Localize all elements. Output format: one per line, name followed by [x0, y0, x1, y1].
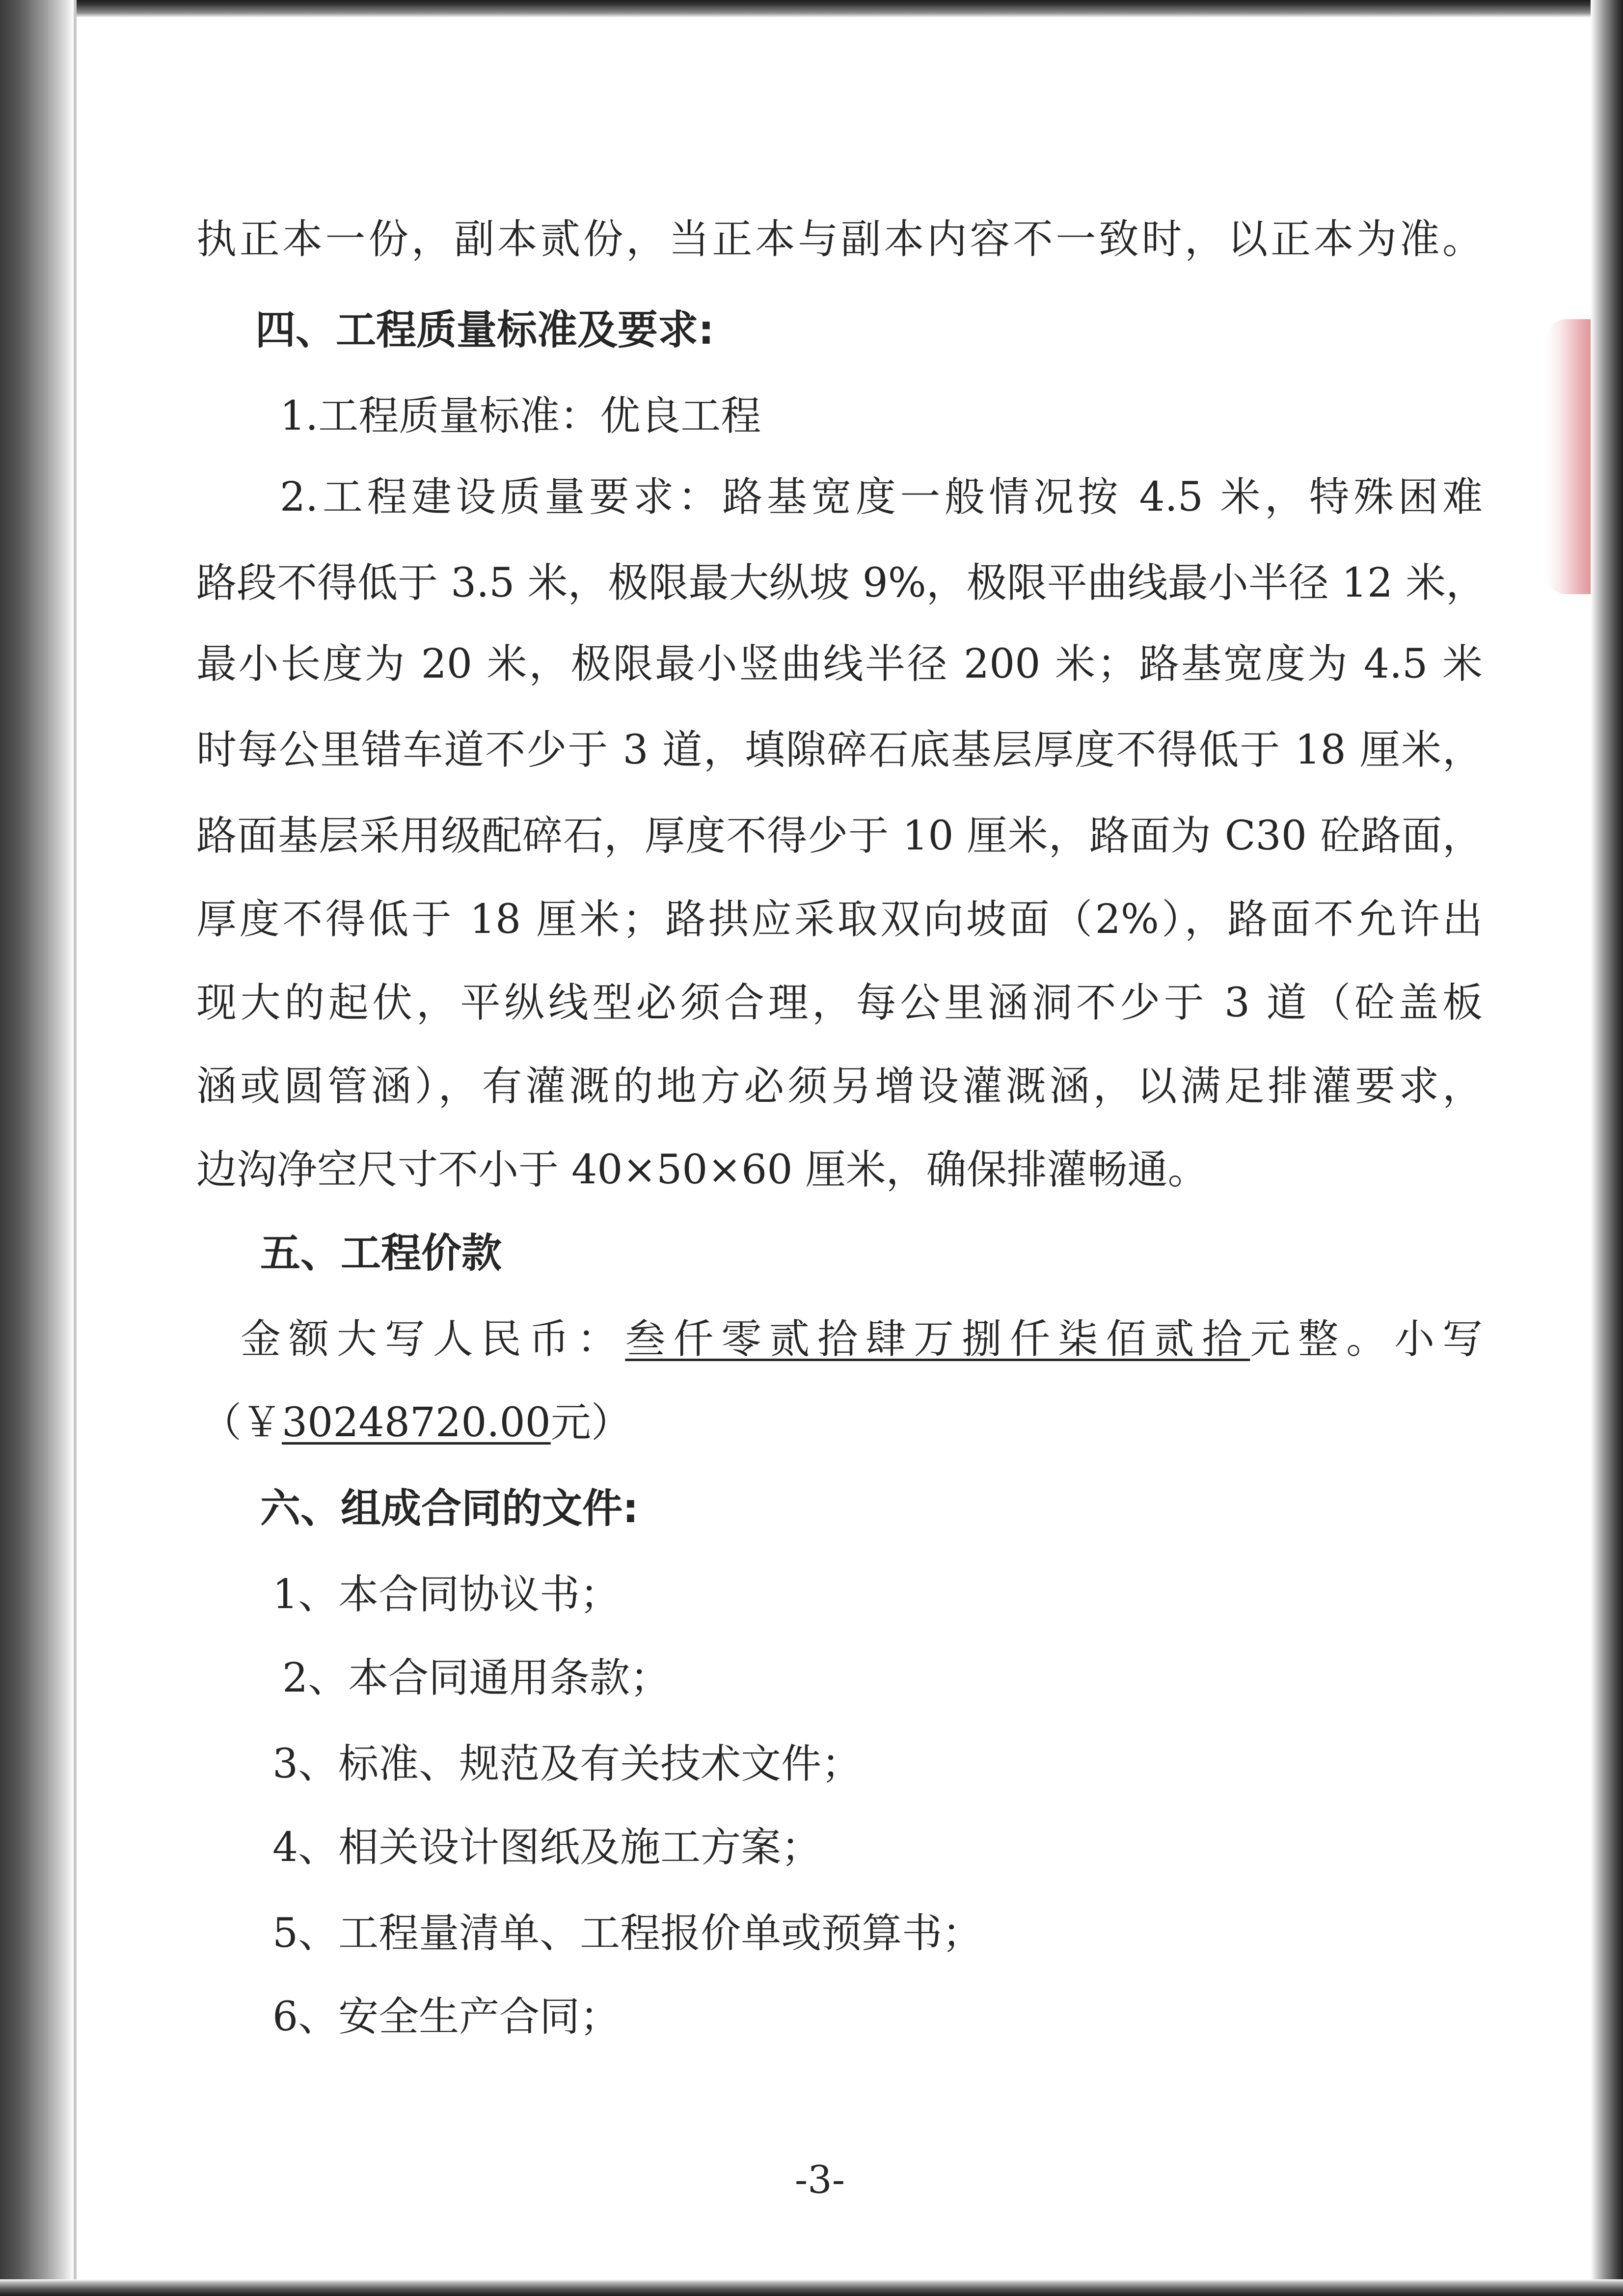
section-6-heading: 六、组成合同的文件: — [260, 1485, 639, 1532]
contract-document-item: 2、本合同通用条款； — [282, 1655, 671, 1701]
section-4-item-2-line: 现大的起伏，平纵线型必须合理，每公里涵洞不少于 3 道（砼盖板 — [196, 980, 1483, 1026]
amount-figures-open: （￥ — [201, 1399, 282, 1446]
section-4-heading: 四、工程质量标准及要求: — [255, 307, 714, 354]
amount-in-figures: 30248720.00 — [282, 1399, 551, 1446]
contract-document-item: 4、相关设计图纸及施工方案； — [272, 1824, 822, 1871]
section-4-item-2-line: 路面基层采用级配碎石，厚度不得少于 10 厘米，路面为 C30 砼路面， — [196, 813, 1483, 859]
contract-document-item: 3、标准、规范及有关技术文件； — [272, 1741, 862, 1787]
section-5-heading: 五、工程价款 — [260, 1230, 502, 1277]
amount-in-figures-line — [201, 1398, 631, 1448]
section-4-item-2-line: 最小长度为 20 米，极限最小竖曲线半径 200 米；路基宽度为 4.5 米 — [196, 641, 1483, 687]
section-4-item-2-line: 时每公里错车道不少于 3 道，填隙碎石底基层厚度不得低于 18 厘米， — [196, 727, 1483, 773]
section-4-item-2-line: 厚度不得低于 18 厘米；路拱应采取双向坡面（2%），路面不允许出 — [196, 896, 1483, 943]
amount-suffix: 元整。小写 — [1250, 1316, 1483, 1363]
amount-in-words: 叁仟零贰拾肆万捌仟柒佰贰拾 — [625, 1316, 1250, 1363]
seal-stamp-fragment — [1546, 319, 1591, 594]
amount-in-words-line — [241, 1315, 1483, 1364]
section-4-item-1: 1.工程质量标准：优良工程 — [280, 393, 761, 439]
scan-edge-bottom — [0, 2279, 1623, 2296]
page-number: -3- — [794, 2158, 845, 2202]
section-4-item-2-line: 涵或圆管涵），有灌溉的地方必须另增设灌溉涵，以满足排灌要求， — [196, 1063, 1483, 1110]
binding-fold — [74, 0, 77, 2296]
amount-prefix: 金额大写人民币： — [241, 1316, 625, 1363]
contract-document-item: 1、本合同协议书； — [272, 1571, 621, 1618]
contract-document-item: 5、工程量清单、工程报价单或预算书； — [272, 1910, 983, 1957]
section-4-item-2-line: 路段不得低于 3.5 米，极限最大纵坡 9%，极限平曲线最小半径 12 米， — [196, 560, 1487, 606]
scan-edge-top — [0, 0, 1623, 18]
scan-edge-right — [1591, 0, 1623, 2296]
amount-figures-close: 元） — [550, 1399, 631, 1446]
paragraph-continuation: 执正本一份，副本贰份，当正本与副本内容不一致时，以正本为准。 — [196, 216, 1483, 263]
section-4-item-2-line: 边沟净空尺寸不小于 40×50×60 厘米，确保排灌畅通。 — [196, 1147, 1208, 1193]
section-4-item-2-line: 2.工程建设质量要求：路基宽度一般情况按 4.5 米，特殊困难 — [280, 474, 1483, 520]
contract-document-item: 6、安全生产合同； — [272, 1994, 621, 2040]
scan-edge-left — [0, 0, 74, 2296]
